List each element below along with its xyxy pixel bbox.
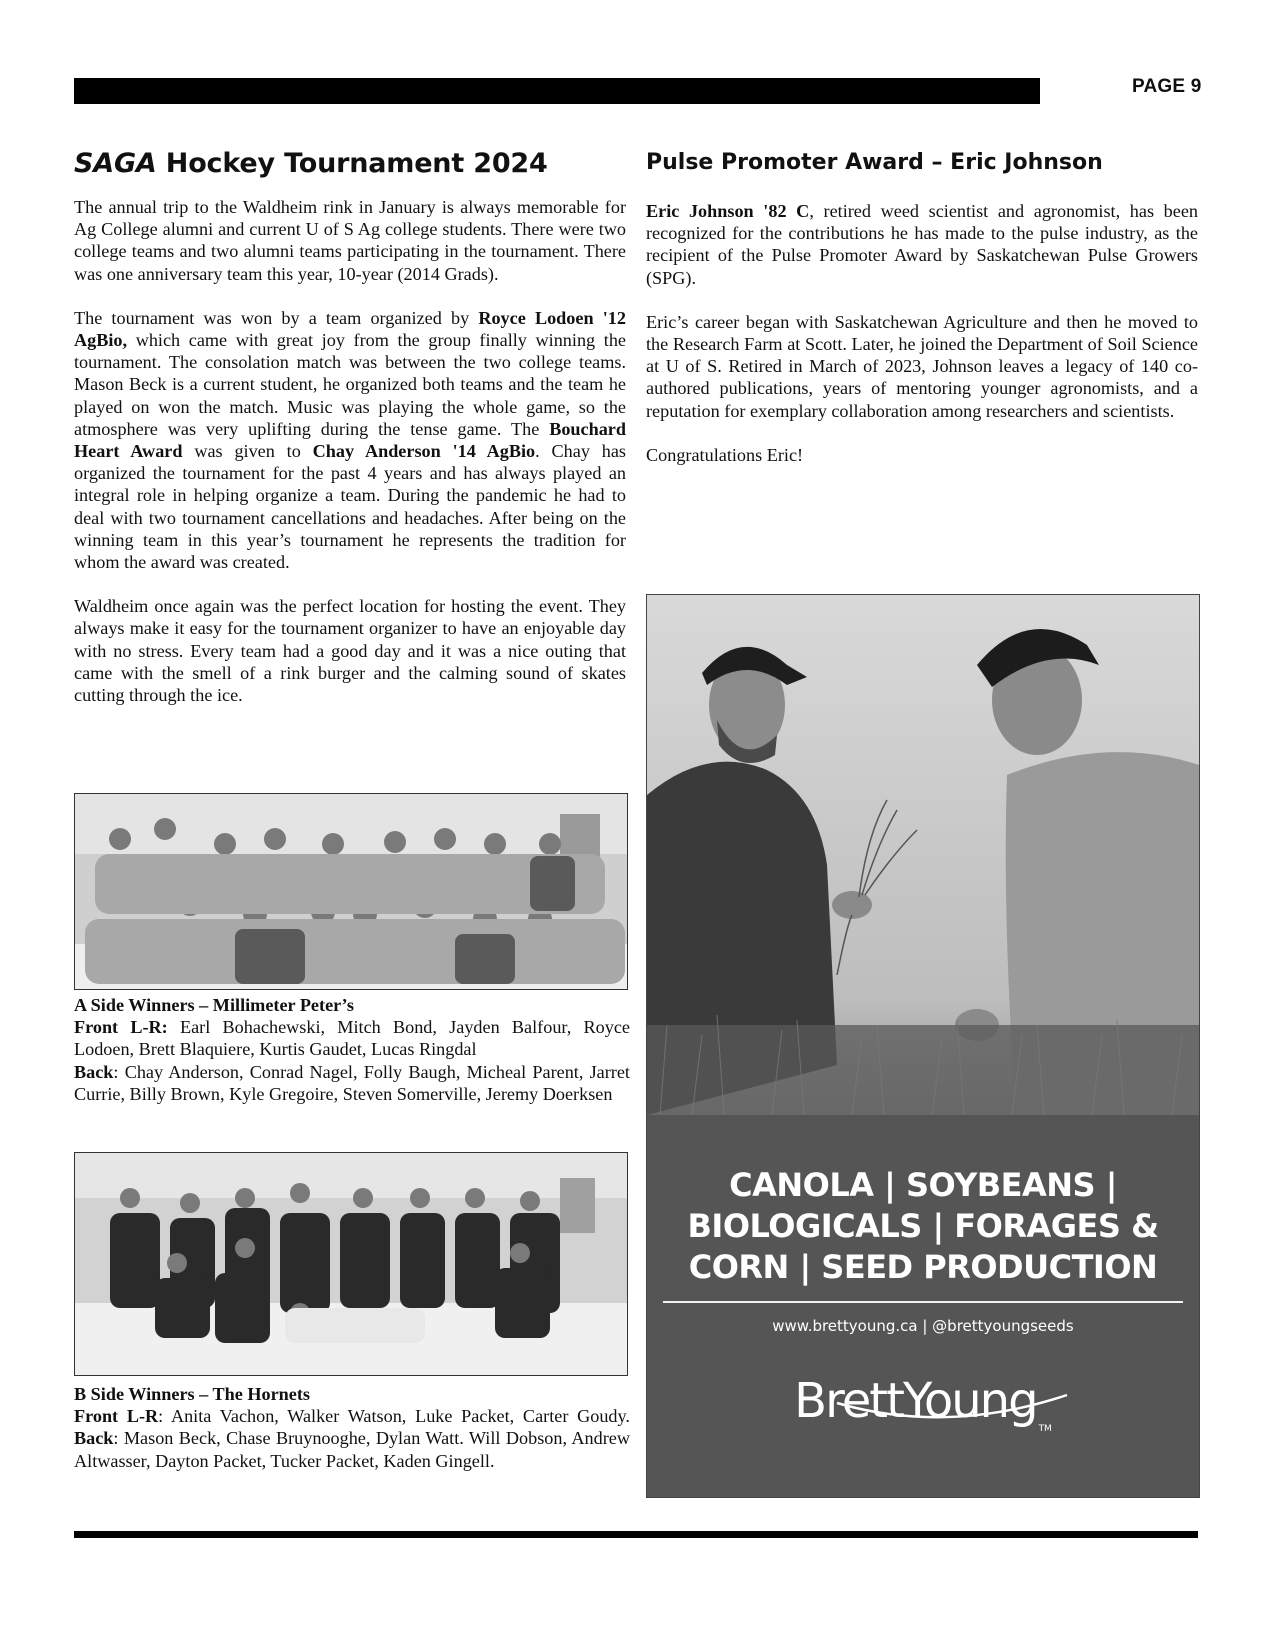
pulse-paragraph-1 xyxy=(646,200,1198,289)
ad-headline-line-2: BIOLOGICALS | FORAGES & xyxy=(687,1207,1159,1245)
bold-name-chay: Chay Anderson '14 AgBio xyxy=(312,441,536,462)
article-title-hockey xyxy=(74,148,548,179)
hockey-article-body xyxy=(74,196,626,706)
caption-title: B Side Winners – The Hornets xyxy=(74,1384,310,1404)
brettyoung-advertisement xyxy=(646,594,1200,1498)
ad-headline-line-1: CANOLA | SOYBEANS | xyxy=(729,1166,1117,1204)
caption-names: Earl Bohachewski, Mitch Bond, Jayden Balfour, Royce Lodoen, Brett Blaquiere, Kurtis Gaudet, Lucas Ringdal xyxy=(74,1017,631,1060)
bold-award-name: Bouchard Heart Award xyxy=(74,418,626,462)
text-span: . Chay has organized the tournament for the past 4 years and has always played an integral role in helping organize a team. During the pandemic he had to deal with two tournament cancellations and headaches. After being on the winning team in this year’s tournament he represents the tradition for whom the award was created. xyxy=(74,441,627,573)
text-span: , retired weed scientist and agronomist, has been recognized for the contributions he has made to the pulse industry, as the recipient of the Pulse Promoter Award by Saskatchewan Pulse Growers (SPG). xyxy=(646,201,1198,288)
hockey-paragraph-2 xyxy=(74,307,626,573)
article-title-pulse: Pulse Promoter Award – Eric Johnson xyxy=(646,150,1103,175)
caption-names: : Chay Anderson, Conrad Nagel, Folly Baugh, Micheal Parent, Jarret Currie, Billy Brown, Kyle Gregoire, Steven Somerville, Jeremy Doerksen xyxy=(74,1061,630,1104)
team-photo-b-side xyxy=(74,1152,628,1376)
bold-name-royce: Royce Lodoen '12 AgBio, xyxy=(74,307,626,351)
text-span: which came with great joy from the group finally winning the tournament. The consolation match was between the two college teams. Mason Beck is a current student, he organized both teams and the team he played on won the match. Music was playing the whole game, so the atmosphere was very uplifting during the tense game. The xyxy=(74,330,626,439)
title-italic-saga: SAGA xyxy=(74,148,157,179)
hockey-paragraph-1: The annual trip to the Waldheim rink in January is always memorable for Ag College alumni and current U of S Ag college students. There were two college teams and two alumni teams participating in the tournament. There was one anniversary team this year, 10-year (2014 Grads). xyxy=(74,197,626,284)
pulse-paragraph-3: Congratulations Eric! xyxy=(646,444,804,465)
footer-bar xyxy=(74,1531,1198,1538)
pulse-paragraph-2: Eric’s career began with Saskatchewan Agriculture and then he moved to the Research Farm at Scott. Later, he joined the Department of Soil Science at U of S. Retired in March of 2023, Johnson leaves a legacy of 140 co-authored publications, years of mentoring younger agronomists, and a reputation for exemplary collaboration among researchers and scientists. xyxy=(646,311,1198,421)
caption-label: Front L-R xyxy=(74,1406,159,1427)
ad-website-handle: www.brettyoung.ca | @brettyoungseeds xyxy=(772,1317,1074,1335)
trademark-mark: TM xyxy=(1038,1424,1052,1434)
ad-headline-line-3: CORN | SEED PRODUCTION xyxy=(688,1248,1158,1286)
ad-divider xyxy=(663,1301,1183,1303)
page-number: PAGE 9 xyxy=(1132,76,1202,97)
brettyoung-logo xyxy=(647,1373,1199,1434)
text-span: The tournament was won by a team organized by xyxy=(74,307,479,328)
caption-names: : Anita Vachon, Walker Watson, Luke Packet, Carter Goudy. xyxy=(158,1406,630,1427)
pulse-article-body xyxy=(646,200,1198,466)
caption-a-side xyxy=(74,994,630,1105)
ad-photo-background xyxy=(647,595,1199,1497)
team-photo-a-side xyxy=(74,793,628,990)
text-span: was given to xyxy=(182,441,313,462)
header-bar xyxy=(74,78,1040,104)
caption-label: Back xyxy=(74,1428,114,1449)
caption-names: : Mason Beck, Chase Bruynooghe, Dylan Watt. Will Dobson, Andrew Altwasser, Dayton Packet, Tucker Packet, Kaden Gingell. xyxy=(74,1428,630,1471)
title-rest: Hockey Tournament 2024 xyxy=(156,148,548,179)
caption-title: A Side Winners – Millimeter Peter’s xyxy=(74,995,354,1015)
caption-label: Front L-R: xyxy=(74,1017,168,1038)
caption-label: Back xyxy=(74,1061,114,1082)
logo-text: BrettYoung xyxy=(794,1373,1037,1429)
caption-b-side xyxy=(74,1383,630,1472)
hockey-paragraph-3: Waldheim once again was the perfect location for hosting the event. They always make it easy for the tournament organizer to have an enjoyable day with no stress. Every team had a good day and it was a nice outing that came with the smell of a rink burger and the calming sound of skates cutting through the ice. xyxy=(74,596,626,706)
bold-name-eric: Eric Johnson '82 C xyxy=(646,201,810,221)
